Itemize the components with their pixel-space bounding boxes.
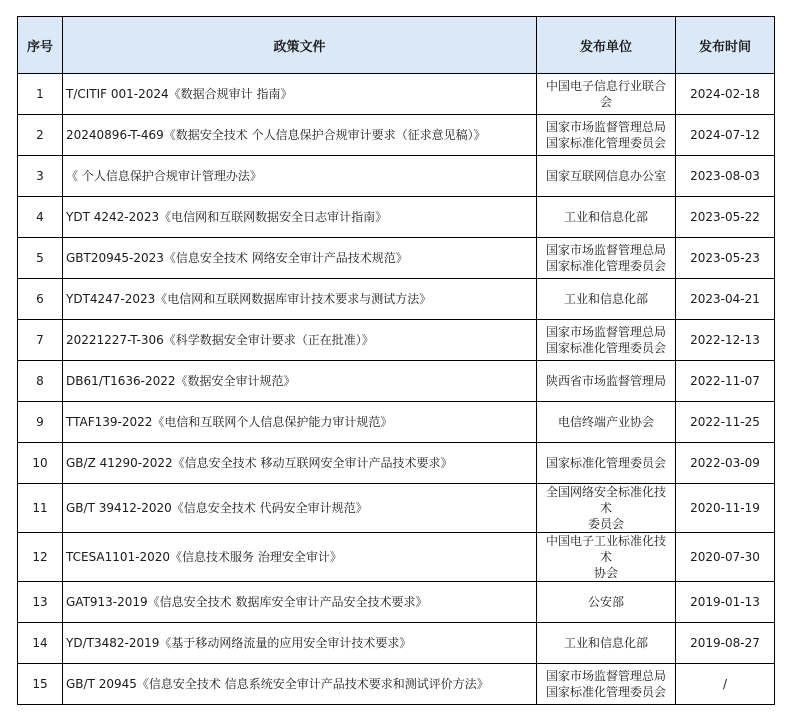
cell-release-date: 2024-02-18 xyxy=(676,74,775,115)
issuing-body-line: 协会 xyxy=(593,566,618,580)
issuing-body-line: 全国网络安全标准化技术 xyxy=(545,485,666,515)
issuing-body-line: 国家标准化管理委员会 xyxy=(545,685,666,699)
issuing-body-line: 电信终端产业协会 xyxy=(557,415,654,429)
cell-index: 14 xyxy=(18,623,63,664)
cell-issuing-body xyxy=(537,361,676,402)
issuing-body-line: 中国电子信息行业联合会 xyxy=(545,79,666,109)
cell-index: 1 xyxy=(18,74,63,115)
cell-policy-document: GAT913-2019《信息安全技术 数据库安全审计产品安全技术要求》 xyxy=(63,582,537,623)
cell-release-date: 2023-05-22 xyxy=(676,197,775,238)
cell-release-date: 2019-08-27 xyxy=(676,623,775,664)
issuing-body-line: 工业和信息化部 xyxy=(563,292,648,306)
issuing-body-line: 国家标准化管理委员会 xyxy=(545,259,666,273)
cell-index: 10 xyxy=(18,443,63,484)
issuing-body-line: 国家标准化管理委员会 xyxy=(545,456,666,470)
issuing-body-line: 国家市场监督管理总局 xyxy=(545,120,666,134)
cell-issuing-body xyxy=(537,443,676,484)
table-row xyxy=(18,238,775,279)
cell-policy-document: YD/T3482-2019《基于移动网络流量的应用安全审计技术要求》 xyxy=(63,623,537,664)
table-row xyxy=(18,484,775,533)
cell-release-date: 2020-07-30 xyxy=(676,533,775,582)
cell-index: 4 xyxy=(18,197,63,238)
cell-policy-document: TTAF139-2022《电信和互联网个人信息保护能力审计规范》 xyxy=(63,402,537,443)
header-release-date: 发布时间 xyxy=(676,17,775,74)
cell-release-date: 2022-11-25 xyxy=(676,402,775,443)
table-row xyxy=(18,361,775,402)
cell-index: 6 xyxy=(18,279,63,320)
issuing-body-line: 委员会 xyxy=(587,517,624,531)
cell-release-date: 2023-05-23 xyxy=(676,238,775,279)
cell-release-date: 2023-04-21 xyxy=(676,279,775,320)
table-row xyxy=(18,533,775,582)
cell-release-date: / xyxy=(676,664,775,705)
cell-policy-document: TCESA1101-2020《信息技术服务 治理安全审计》 xyxy=(63,533,537,582)
cell-issuing-body xyxy=(537,320,676,361)
cell-index: 13 xyxy=(18,582,63,623)
cell-policy-document: GBT20945-2023《信息安全技术 网络安全审计产品技术规范》 xyxy=(63,238,537,279)
header-policy-document: 政策文件 xyxy=(63,17,537,74)
issuing-body-line: 工业和信息化部 xyxy=(563,210,648,224)
cell-issuing-body xyxy=(537,197,676,238)
table-row xyxy=(18,623,775,664)
cell-policy-document: 20221227-T-306《科学数据安全审计要求（正在批准）》 xyxy=(63,320,537,361)
issuing-body-line: 中国电子工业标准化技术 xyxy=(545,534,666,564)
table-row xyxy=(18,664,775,705)
cell-policy-document: GB/T 39412-2020《信息安全技术 代码安全审计规范》 xyxy=(63,484,537,533)
cell-issuing-body xyxy=(537,623,676,664)
cell-index: 3 xyxy=(18,156,63,197)
cell-policy-document: YDT 4242-2023《电信网和互联网数据安全日志审计指南》 xyxy=(63,197,537,238)
table-row xyxy=(18,443,775,484)
issuing-body-line: 国家市场监督管理总局 xyxy=(545,243,666,257)
cell-index: 15 xyxy=(18,664,63,705)
table-body xyxy=(18,74,775,705)
cell-policy-document: GB/T 20945《信息安全技术 信息系统安全审计产品技术要求和测试评价方法》 xyxy=(63,664,537,705)
cell-policy-document: DB61/T1636-2022《数据安全审计规范》 xyxy=(63,361,537,402)
cell-issuing-body xyxy=(537,279,676,320)
cell-release-date: 2022-12-13 xyxy=(676,320,775,361)
issuing-body-line: 公安部 xyxy=(587,595,624,609)
cell-index: 7 xyxy=(18,320,63,361)
cell-issuing-body xyxy=(537,115,676,156)
table-row xyxy=(18,156,775,197)
issuing-body-line: 国家标准化管理委员会 xyxy=(545,136,666,150)
table-header-row xyxy=(18,17,775,74)
header-index: 序号 xyxy=(18,17,63,74)
header-issuing-body: 发布单位 xyxy=(537,17,676,74)
cell-policy-document: GB/Z 41290-2022《信息安全技术 移动互联网安全审计产品技术要求》 xyxy=(63,443,537,484)
cell-release-date: 2019-01-13 xyxy=(676,582,775,623)
cell-index: 12 xyxy=(18,533,63,582)
issuing-body-line: 国家市场监督管理总局 xyxy=(545,669,666,683)
cell-issuing-body xyxy=(537,402,676,443)
policy-table-container xyxy=(17,16,774,705)
cell-issuing-body xyxy=(537,484,676,533)
cell-issuing-body xyxy=(537,533,676,582)
issuing-body-line: 国家互联网信息办公室 xyxy=(545,169,666,183)
cell-release-date: 2022-11-07 xyxy=(676,361,775,402)
cell-index: 8 xyxy=(18,361,63,402)
cell-index: 2 xyxy=(18,115,63,156)
cell-policy-document: YDT4247-2023《电信网和互联网数据库审计技术要求与测试方法》 xyxy=(63,279,537,320)
table-row xyxy=(18,402,775,443)
table-row xyxy=(18,197,775,238)
cell-policy-document: 《 个人信息保护合规审计管理办法》 xyxy=(63,156,537,197)
table-row xyxy=(18,582,775,623)
cell-release-date: 2024-07-12 xyxy=(676,115,775,156)
cell-index: 5 xyxy=(18,238,63,279)
cell-index: 11 xyxy=(18,484,63,533)
cell-release-date: 2022-03-09 xyxy=(676,443,775,484)
cell-release-date: 2023-08-03 xyxy=(676,156,775,197)
issuing-body-line: 工业和信息化部 xyxy=(563,636,648,650)
issuing-body-line: 国家市场监督管理总局 xyxy=(545,325,666,339)
table-row xyxy=(18,115,775,156)
policy-table xyxy=(17,16,775,705)
cell-policy-document: T/CITIF 001-2024《数据合规审计 指南》 xyxy=(63,74,537,115)
cell-policy-document: 20240896-T-469《数据安全技术 个人信息保护合规审计要求（征求意见稿）》 xyxy=(63,115,537,156)
issuing-body-line: 国家标准化管理委员会 xyxy=(545,341,666,355)
cell-release-date: 2020-11-19 xyxy=(676,484,775,533)
cell-issuing-body xyxy=(537,582,676,623)
table-row xyxy=(18,320,775,361)
cell-issuing-body xyxy=(537,156,676,197)
cell-index: 9 xyxy=(18,402,63,443)
cell-issuing-body xyxy=(537,74,676,115)
table-row xyxy=(18,279,775,320)
issuing-body-line: 陕西省市场监督管理局 xyxy=(545,374,666,388)
table-row xyxy=(18,74,775,115)
cell-issuing-body xyxy=(537,238,676,279)
cell-issuing-body xyxy=(537,664,676,705)
